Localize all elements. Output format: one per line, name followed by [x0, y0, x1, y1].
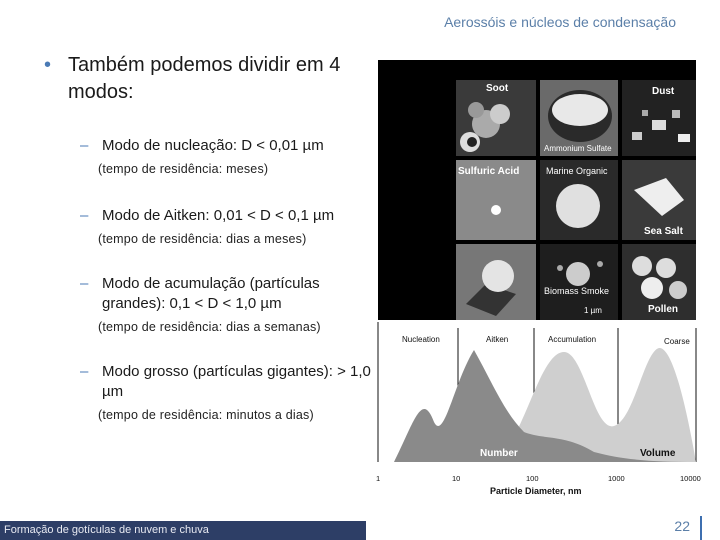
mode-label-aitken: Aitken: [486, 335, 509, 344]
axis-tick: 10000: [680, 474, 701, 483]
micrograph-panel: [378, 60, 696, 320]
mode-note: (tempo de residência: dias a meses): [98, 232, 307, 246]
label-biomass-smoke: Biomass Smoke: [544, 286, 610, 296]
micrograph-sea-salt: [622, 160, 696, 240]
axis-title: Particle Diameter, nm: [490, 486, 582, 496]
label-soot: Soot: [486, 83, 509, 94]
label-marine-organic: Marine Organic: [546, 166, 608, 176]
page-divider: [700, 516, 702, 540]
footer-text: Formação de gotículas de nuvem e chuva: [4, 524, 209, 536]
micrograph-soot: [456, 80, 536, 156]
micrograph-biomass-smoke: [540, 244, 618, 320]
mode-note: (tempo de residência: meses): [98, 162, 269, 176]
slide-content: [36, 52, 376, 424]
dash-icon: –: [80, 137, 89, 154]
mode-text: Modo de acumulação (partículas grandes): 0,1 < D < 1,0 µm: [102, 275, 320, 312]
label-sea-salt: Sea Salt: [644, 226, 683, 237]
label-sulfuric-acid: Sulfuric Acid: [458, 166, 520, 177]
micrograph-pollen: [622, 244, 696, 320]
mode-item: [36, 136, 376, 156]
dash-icon: –: [80, 363, 89, 380]
curve-label-number: Number: [480, 448, 518, 459]
mode-note: (tempo de residência: dias a semanas): [98, 320, 321, 334]
main-bullet: [36, 52, 376, 106]
mode-text: Modo grosso (partículas gigantes): > 1,0 µm: [102, 363, 371, 400]
axis-tick: 100: [526, 474, 539, 483]
modes-list: [36, 136, 376, 424]
bullet-dot-icon: •: [44, 54, 52, 76]
mode-item: [36, 362, 376, 402]
axis-tick: 10: [452, 474, 461, 483]
label-ammonium-sulfate: Ammonium Sulfate: [544, 144, 612, 153]
label-dust: Dust: [652, 86, 675, 97]
micrograph-ammonium-sulfate: [540, 80, 618, 156]
mode-item: [36, 206, 376, 226]
axis-tick: 1: [376, 474, 381, 483]
aerosol-size-figure: [374, 60, 704, 500]
mode-text: Modo de nucleação: D < 0,01 µm: [102, 137, 324, 154]
mode-label-coarse: Coarse: [664, 337, 690, 346]
size-distribution-plot: [374, 322, 704, 462]
label-pollen: Pollen: [648, 304, 679, 315]
mode-label-nucleation: Nucleation: [402, 335, 440, 344]
biomass-smoke-particle-icon: [540, 244, 618, 320]
mode-label-accumulation: Accumulation: [548, 335, 597, 344]
page-number: 22: [674, 518, 690, 534]
aitken-particle-icon: [456, 244, 536, 320]
main-bullet-text: Também podemos dividir em 4 modos:: [68, 54, 341, 103]
label-scale-bar: 1 µm: [584, 306, 602, 315]
dash-icon: –: [80, 207, 89, 224]
micrograph-sulfuric-acid: [456, 160, 536, 240]
slide-header-title: Aerossóis e núcleos de condensação: [444, 14, 676, 30]
axis-tick: 1000: [608, 474, 625, 483]
micrograph-marine-organic: [540, 160, 618, 240]
mode-text: Modo de Aitken: 0,01 < D < 0,1 µm: [102, 207, 335, 224]
micrograph-aitken-particle: [456, 244, 536, 320]
mode-note: (tempo de residência: minutos a dias): [98, 408, 314, 422]
mode-item: [36, 274, 376, 314]
footer-bar: [0, 521, 366, 540]
micrograph-dust: [622, 80, 696, 156]
curve-label-volume: Volume: [640, 448, 676, 459]
dash-icon: –: [80, 275, 89, 292]
